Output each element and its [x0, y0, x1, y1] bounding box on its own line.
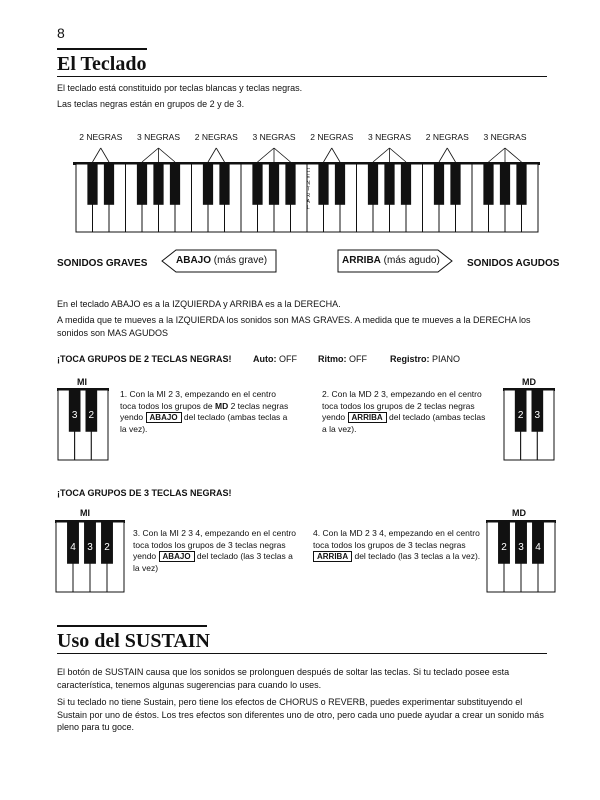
heading-2-rule-bottom: [57, 653, 547, 654]
page-number: 8: [57, 25, 65, 41]
black-key: [219, 164, 229, 205]
step-2-text: 2. Con la MD 2 3, empezando en el centro toca todos los grupos de 2 teclas negras yendo ARRIBA del teclado (ambas teclas a la vez).: [322, 389, 486, 434]
right-hand-label-3: MD: [512, 508, 526, 518]
caret-line: [274, 148, 291, 162]
low-sounds-label: SONIDOS GRAVES: [57, 258, 148, 269]
section-title-sustain: Uso del SUSTAIN: [57, 630, 210, 652]
keyboard-diagram: [70, 128, 540, 238]
sound-paragraph: A medida que te mueves a la IZQUIERDA los sonidos son MAS GRAVES. A medida que te mueves a la DERECHA los sonidos son MAS AGUDOS: [57, 315, 531, 338]
finger-number: 3: [71, 410, 78, 422]
heading-2-rule-top: [57, 625, 207, 627]
section-title-teclado: El Teclado: [57, 53, 147, 75]
caret-line: [489, 148, 506, 162]
central-letter: R: [306, 192, 311, 199]
caret-line: [216, 148, 224, 162]
group-label: 3 NEGRAS: [483, 132, 527, 142]
group-label: 2 NEGRAS: [425, 132, 469, 142]
register-setting: Registro: PIANO: [390, 354, 461, 364]
group-label: 2 NEGRAS: [310, 132, 354, 142]
caret-line: [447, 148, 455, 162]
group-label: 3 NEGRAS: [252, 132, 296, 142]
black-key: [500, 164, 510, 205]
central-letter: C: [306, 168, 311, 174]
heading-rule-bottom: [57, 76, 547, 77]
mini-keyboard-left-3: [55, 520, 125, 594]
black-key: [285, 164, 295, 205]
mini-keyboard-left-2: [57, 388, 109, 462]
caret-line: [390, 148, 407, 162]
finger-number: 3: [518, 542, 524, 554]
central-letter: A: [306, 199, 310, 205]
caret-line: [258, 148, 275, 162]
central-letter: L: [306, 205, 310, 212]
black-key: [252, 164, 262, 205]
black-key: [170, 164, 180, 205]
black-key: [335, 164, 345, 205]
step-1-text: 1. Con la MI 2 3, empezando en el centro toca todos los grupos de MD 2 teclas negras yendo ABAJO del teclado (ambas teclas a la vez).: [120, 389, 289, 434]
caret-line: [324, 148, 332, 162]
black-key: [269, 164, 279, 205]
left-hand-label-3: MI: [80, 508, 90, 518]
central-letter: T: [306, 186, 310, 193]
central-letter: E: [306, 174, 310, 181]
caret-line: [505, 148, 522, 162]
auto-setting: Auto: OFF: [253, 354, 298, 364]
black-key: [87, 164, 97, 205]
caret-line: [208, 148, 216, 162]
caret-line: [332, 148, 340, 162]
black-key: [516, 164, 526, 205]
arriba-button-glyph-4: ARRIBA: [313, 551, 352, 562]
arriba-button-glyph-2: ARRIBA: [348, 412, 387, 423]
caret-line: [93, 148, 101, 162]
caret-line: [142, 148, 159, 162]
central-letter: N: [306, 180, 311, 187]
mini-keyboard-right-2: [503, 388, 555, 462]
black-key: [203, 164, 213, 205]
group-carets: [93, 148, 522, 162]
finger-number: 2: [88, 410, 95, 422]
heading-rule-top: [57, 48, 147, 50]
finger-number: 2: [517, 410, 524, 422]
step-4-text: 4. Con la MD 2 3 4, empezando en el centro toca todos los grupos de 3 teclas negras ARRIBA del teclado (las 3 teclas a la vez).: [313, 528, 481, 561]
black-key: [450, 164, 460, 205]
finger-number: 2: [501, 542, 507, 554]
sustain-paragraph-1: El botón de SUSTAIN causa que los sonidos se prolonguen después de soltar las teclas. Si tu teclado posee esta característica, tenemos algunas sugerencias para cuando lo uses.: [57, 667, 510, 690]
high-sounds-label: SONIDOS AGUDOS: [467, 258, 560, 269]
rhythm-setting: Ritmo: OFF: [318, 354, 368, 364]
group-label: 3 NEGRAS: [368, 132, 411, 142]
black-key: [368, 164, 378, 205]
left-hand-label-2: MI: [77, 377, 87, 387]
intro-line-2: Las teclas negras están en grupos de 2 y de 3.: [57, 99, 245, 109]
group-labels: [79, 132, 527, 142]
caret-line: [439, 148, 447, 162]
sustain-paragraph-2: Si tu teclado no tiene Sustain, pero tiene los efectos de CHORUS o REVERB, puedes experimentar substituyendo el Sustain por uno de éstos. Los tres efectos son diferentes uno de otro, pero cada uno puede ayudar a crear un sonido más pleno para tu goce.: [57, 697, 544, 732]
black-key: [401, 164, 411, 205]
right-hand-label-2: MD: [522, 377, 536, 387]
direction-paragraph: En el teclado ABAJO es a la IZQUIERDA y ARRIBA es a la DERECHA.: [57, 299, 341, 309]
black-key: [137, 164, 147, 205]
group-label: 3 NEGRAS: [137, 132, 180, 142]
exercise-3-title: ¡TOCA GRUPOS DE 3 TECLAS NEGRAS!: [57, 488, 232, 498]
finger-number: 2: [104, 542, 110, 554]
caret-line: [159, 148, 176, 162]
up-arrow-label: ARRIBA (más agudo): [342, 255, 440, 266]
exercise-2-title: ¡TOCA GRUPOS DE 2 TECLAS NEGRAS!: [57, 354, 232, 364]
intro-line-1: El teclado está constituido por teclas blancas y teclas negras.: [57, 83, 303, 93]
abajo-button-glyph-1: ABAJO: [146, 412, 182, 423]
step-3-text: 3. Con la MI 2 3 4, empezando en el centro toca todos los grupos de 3 teclas negras yendo ABAJO del teclado (las 3 teclas a la vez): [133, 528, 297, 573]
mini-keyboard-right-3: [486, 520, 556, 594]
finger-number: 3: [87, 542, 93, 554]
black-key: [483, 164, 493, 205]
black-key: [104, 164, 114, 205]
black-key: [384, 164, 394, 205]
caret-line: [101, 148, 109, 162]
abajo-button-glyph-3: ABAJO: [159, 551, 195, 562]
finger-number: 3: [534, 410, 541, 422]
down-arrow-label: ABAJO (más grave): [176, 255, 268, 266]
group-label: 2 NEGRAS: [79, 132, 123, 142]
black-key: [153, 164, 163, 205]
black-key: [434, 164, 444, 205]
caret-line: [373, 148, 390, 162]
group-label: 2 NEGRAS: [194, 132, 238, 142]
finger-number: 4: [535, 542, 541, 554]
black-key: [318, 164, 328, 205]
finger-number: 4: [70, 542, 76, 554]
